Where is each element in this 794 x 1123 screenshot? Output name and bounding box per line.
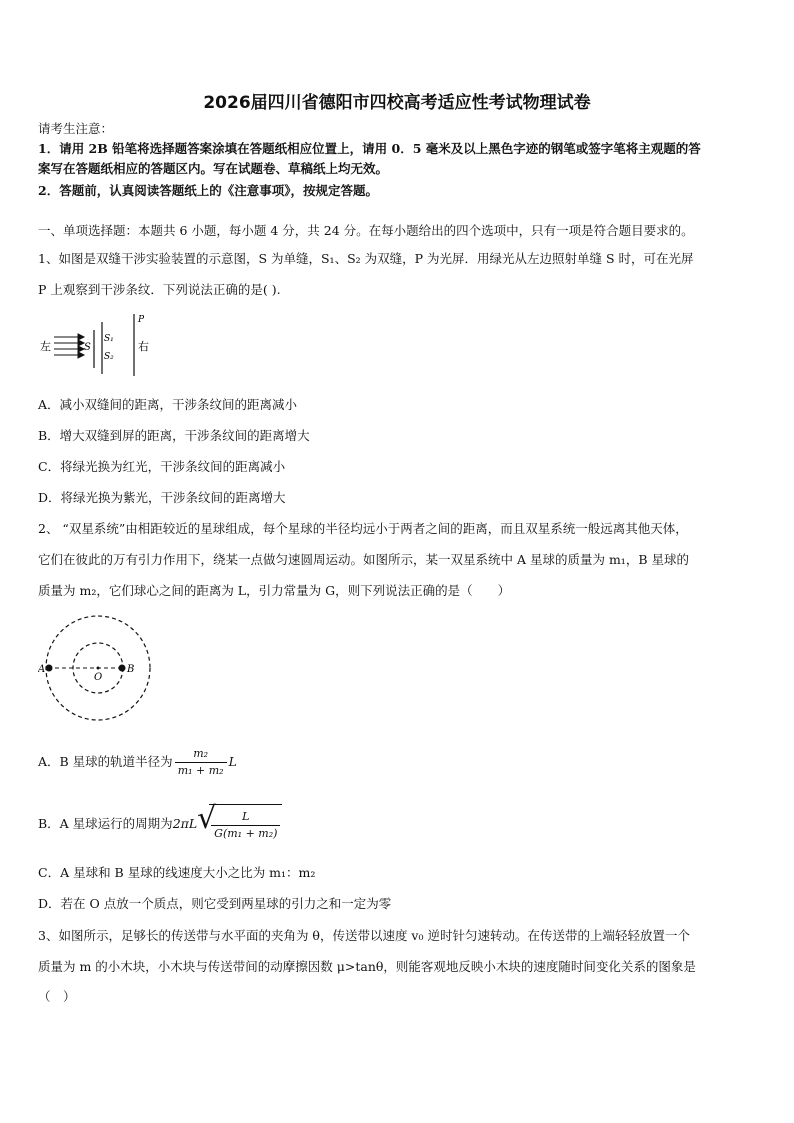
q2-option-a-suffix: L	[228, 754, 237, 769]
q1-stem-line-1: 1、如图是双缝干涉实验装置的示意图，S 为单缝，S₁、S₂ 为双缝，P 为光屏．用绿光从左边照射单缝 S 时，可在光屏	[38, 251, 694, 266]
q3-stem-line-1: 3、如图所示，足够长的传送带与水平面的夹角为 θ，传送带以速度 v₀ 逆时针匀速转动。在传送带的上端轻轻放置一个	[38, 928, 690, 943]
q2-option-c: C．A 星球和 B 星球的线速度大小之比为 m₁：m₂	[38, 865, 316, 880]
fraction-numerator: m₂	[175, 746, 227, 763]
notice-item-1-line-1: 1．请用 2B 铅笔将选择题答案涂填在答题纸相应位置上，请用 0．5 毫米及以上黑色字迹的钢笔或签字笔将主观题的答	[38, 141, 701, 156]
q1-stem-line-2: P 上观察到干涉条纹．下列说法正确的是( ).	[38, 282, 281, 297]
notice-item-2: 2．答题前，认真阅读答题纸上的《注意事项》，按规定答题。	[38, 183, 378, 198]
double-slit-diagram	[38, 312, 168, 378]
q2-stem-line-2: 它们在彼此的万有引力作用下，绕某一点做匀速圆周运动。如图所示，某一双星系统中 A 星球的质量为 m₁，B 星球的	[38, 552, 689, 567]
diagram-label-s2: S₂	[104, 352, 114, 362]
center-o	[97, 667, 100, 670]
diagram-label-s1: S₁	[104, 334, 114, 344]
notice-heading: 请考生注意：	[38, 121, 114, 136]
q1-option-b: B．增大双缝到屏的距离，干涉条纹间的距离增大	[38, 428, 310, 443]
q3-stem-line-2: 质量为 m 的小木块，小木块与传送带间的动摩擦因数 μ>tanθ，则能客观地反映小木块的速度随时间变化关系的图象是	[38, 959, 696, 974]
q2-option-a-prefix: A．B 星球的轨道半径为	[38, 754, 173, 769]
q3-stem-line-3: （ ）	[38, 989, 76, 1004]
q1-option-a: A．减小双缝间的距离，干涉条纹间的距离减小	[38, 397, 298, 412]
q2-option-d: D．若在 O 点放一个质点，则它受到两星球的引力之和一定为零	[38, 896, 392, 911]
diagram-label-p: P	[138, 315, 145, 325]
page-title: 2026届四川省德阳市四校高考适应性考试物理试卷	[203, 93, 591, 113]
star-b	[119, 665, 126, 672]
diagram-label-o: O	[94, 672, 103, 683]
q2-option-a	[38, 744, 237, 780]
incident-light-arrows	[54, 334, 84, 358]
diagram-label-right: 右	[138, 340, 149, 353]
notice-item-1-line-2: 案写在答题纸相应的答题区内。写在试题卷、草稿纸上均无效。	[38, 161, 389, 176]
diagram-label-s: S	[84, 342, 91, 353]
diagram-label-b: B	[127, 664, 135, 675]
binary-star-diagram	[38, 608, 160, 728]
q2-stem-line-1: 2、 “双星系统”由相距较近的星球组成，每个星球的半径均远小于两者之间的距离，而且双星系统一般远离其他天体，	[38, 521, 688, 536]
q2-option-b-fraction	[211, 809, 280, 842]
square-root	[197, 801, 282, 845]
q1-option-c: C．将绿光换为红光，干涉条纹间的距离减小	[38, 459, 286, 474]
section-heading: 一、单项选择题：本题共 6 小题，每小题 4 分，共 24 分。在每小题给出的四个选项中，只有一项是符合题目要求的。	[38, 223, 694, 238]
q2-option-b	[38, 801, 282, 845]
q2-option-a-fraction	[175, 746, 227, 779]
q2-option-b-prefix: B．A 星球运行的周期为	[38, 816, 173, 831]
radical-sign: √	[197, 801, 217, 836]
diagram-label-left: 左	[40, 340, 51, 353]
star-a	[46, 665, 53, 672]
fraction-numerator: L	[211, 809, 280, 826]
diagram-label-a: A	[38, 664, 46, 675]
fraction-denominator: m₁ + m₂	[177, 764, 224, 777]
fraction-denominator: G(m₁ + m₂)	[214, 827, 278, 840]
q2-stem-line-3: 质量为 m₂，它们球心之间的距离为 L，引力常量为 G，则下列说法正确的是（ ）	[38, 583, 511, 598]
q1-option-d: D．将绿光换为紫光，干涉条纹间的距离增大	[38, 490, 286, 505]
q2-option-b-coefficient: 2πL	[172, 816, 198, 831]
